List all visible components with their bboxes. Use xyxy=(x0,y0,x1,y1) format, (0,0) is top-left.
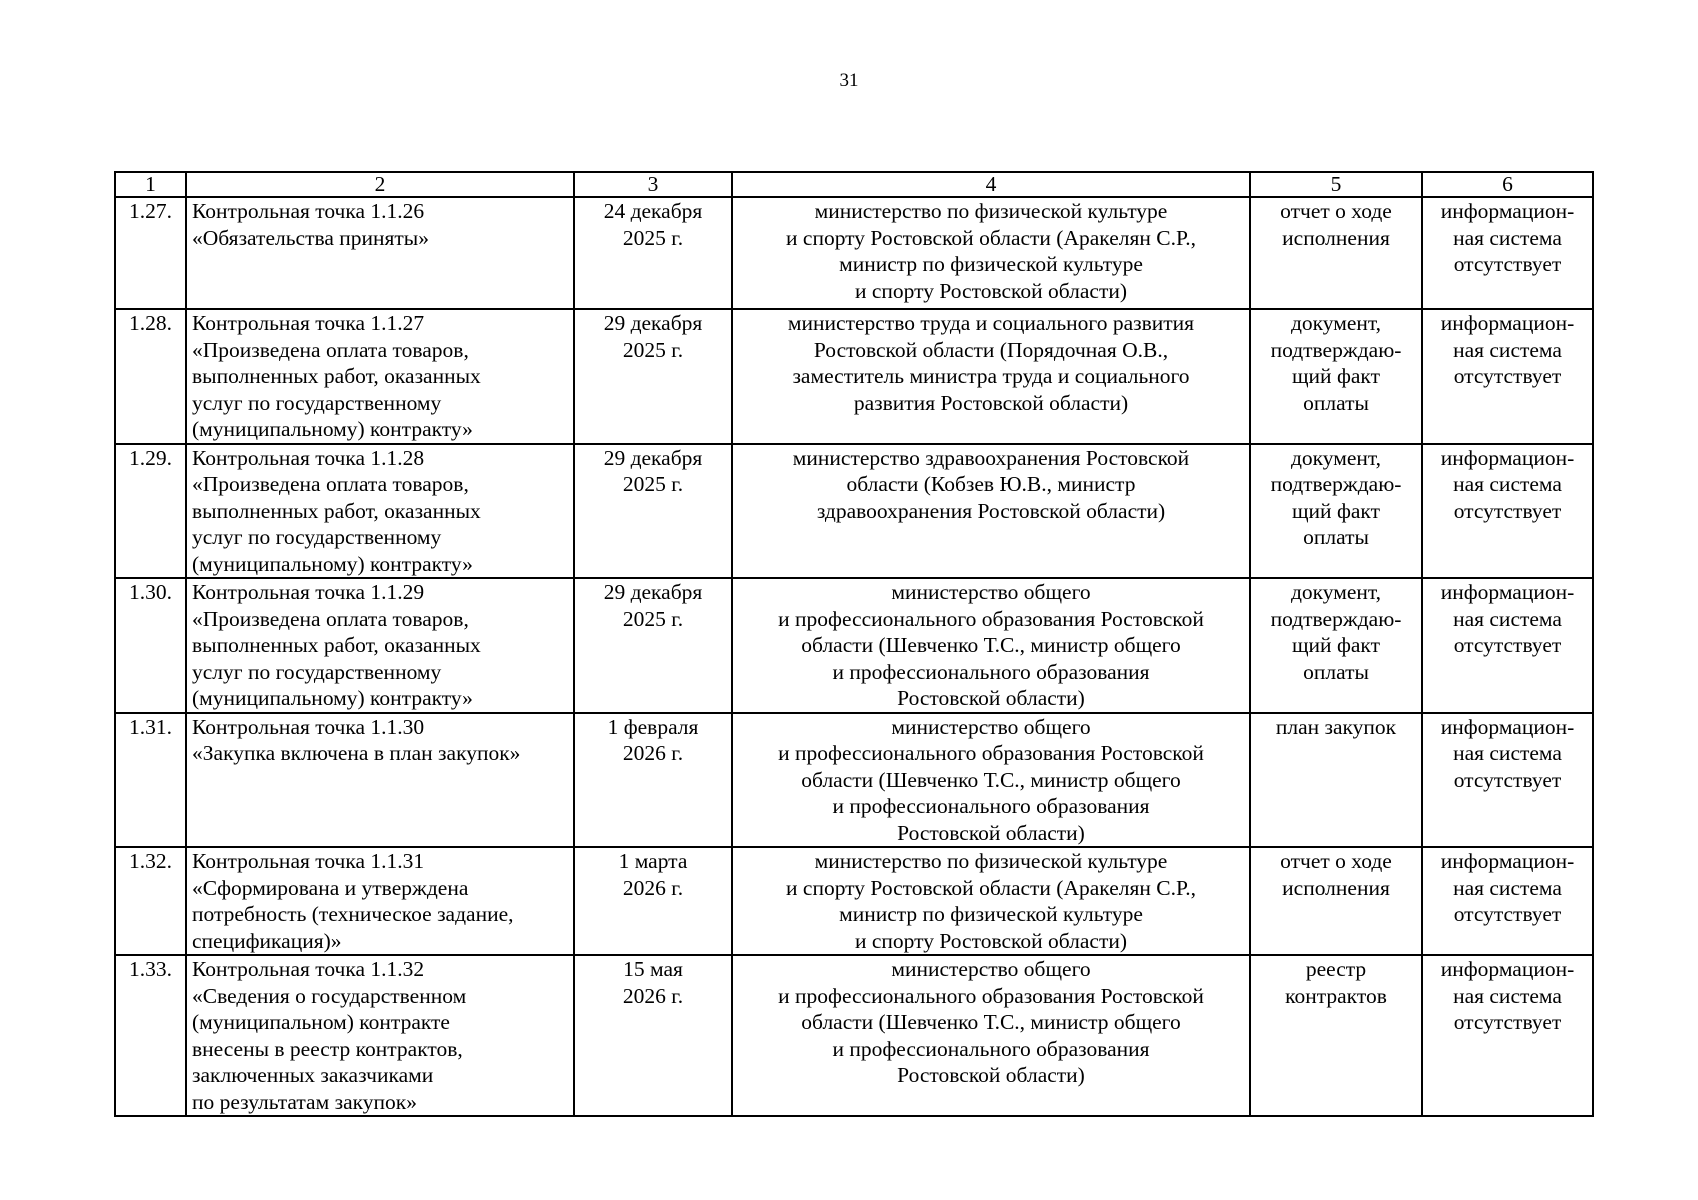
control-point-name: Контрольная точка 1.1.28 «Произведена оплата товаров, выполненных работ, оказанных услуг по государственному (муниципальному) контракту» xyxy=(186,444,574,579)
table-row xyxy=(115,955,1593,1116)
table-header-row xyxy=(115,172,1593,197)
due-date: 29 декабря 2025 г. xyxy=(574,309,732,444)
column-header-5: 5 xyxy=(1250,172,1422,197)
responsible-party: министерство общего и профессионального образования Ростовской области (Шевченко Т.С., министр общего и профессионального образования Ростовской области) xyxy=(732,578,1250,713)
information-system: информацион- ная система отсутствует xyxy=(1422,713,1593,848)
column-header-6: 6 xyxy=(1422,172,1593,197)
responsible-party: министерство по физической культуре и спорту Ростовской области (Аракелян С.Р., министр по физической культуре и спорту Ростовской области) xyxy=(732,197,1250,309)
due-date: 29 декабря 2025 г. xyxy=(574,578,732,713)
row-number: 1.32. xyxy=(115,847,186,955)
due-date: 15 мая 2026 г. xyxy=(574,955,732,1116)
confirming-document: отчет о ходе исполнения xyxy=(1250,197,1422,309)
row-number: 1.28. xyxy=(115,309,186,444)
due-date: 24 декабря 2025 г. xyxy=(574,197,732,309)
control-points-table xyxy=(114,171,1594,1117)
table-row xyxy=(115,847,1593,955)
information-system: информацион- ная система отсутствует xyxy=(1422,309,1593,444)
table-row xyxy=(115,309,1593,444)
column-header-2: 2 xyxy=(186,172,574,197)
row-number: 1.31. xyxy=(115,713,186,848)
information-system: информацион- ная система отсутствует xyxy=(1422,197,1593,309)
table-row xyxy=(115,713,1593,848)
information-system: информацион- ная система отсутствует xyxy=(1422,444,1593,579)
row-number: 1.29. xyxy=(115,444,186,579)
information-system: информацион- ная система отсутствует xyxy=(1422,847,1593,955)
responsible-party: министерство общего и профессионального образования Ростовской области (Шевченко Т.С., министр общего и профессионального образования Ростовской области) xyxy=(732,955,1250,1116)
information-system: информацион- ная система отсутствует xyxy=(1422,578,1593,713)
control-point-name: Контрольная точка 1.1.26 «Обязательства приняты» xyxy=(186,197,574,309)
column-header-1: 1 xyxy=(115,172,186,197)
responsible-party: министерство общего и профессионального образования Ростовской области (Шевченко Т.С., министр общего и профессионального образования Ростовской области) xyxy=(732,713,1250,848)
table-row xyxy=(115,197,1593,309)
row-number: 1.27. xyxy=(115,197,186,309)
table-row xyxy=(115,444,1593,579)
confirming-document: документ, подтверждаю- щий факт оплаты xyxy=(1250,309,1422,444)
due-date: 1 февраля 2026 г. xyxy=(574,713,732,848)
control-point-name: Контрольная точка 1.1.27 «Произведена оплата товаров, выполненных работ, оказанных услуг по государственному (муниципальному) контракту» xyxy=(186,309,574,444)
confirming-document: документ, подтверждаю- щий факт оплаты xyxy=(1250,444,1422,579)
control-point-name: Контрольная точка 1.1.30 «Закупка включена в план закупок» xyxy=(186,713,574,848)
responsible-party: министерство здравоохранения Ростовской области (Кобзев Ю.В., министр здравоохранения Ростовской области) xyxy=(732,444,1250,579)
responsible-party: министерство труда и социального развития Ростовской области (Порядочная О.В., заместитель министра труда и социального развития Ростовской области) xyxy=(732,309,1250,444)
table-row xyxy=(115,578,1593,713)
row-number: 1.33. xyxy=(115,955,186,1116)
control-point-name: Контрольная точка 1.1.32 «Сведения о государственном (муниципальном) контракте внесены в реестр контрактов, заключенных заказчиками по результатам закупок» xyxy=(186,955,574,1116)
due-date: 1 марта 2026 г. xyxy=(574,847,732,955)
column-header-4: 4 xyxy=(732,172,1250,197)
information-system: информацион- ная система отсутствует xyxy=(1422,955,1593,1116)
confirming-document: план закупок xyxy=(1250,713,1422,848)
confirming-document: документ, подтверждаю- щий факт оплаты xyxy=(1250,578,1422,713)
due-date: 29 декабря 2025 г. xyxy=(574,444,732,579)
confirming-document: отчет о ходе исполнения xyxy=(1250,847,1422,955)
responsible-party: министерство по физической культуре и спорту Ростовской области (Аракелян С.Р., министр по физической культуре и спорту Ростовской области) xyxy=(732,847,1250,955)
control-point-name: Контрольная точка 1.1.29 «Произведена оплата товаров, выполненных работ, оказанных услуг по государственному (муниципальному) контракту» xyxy=(186,578,574,713)
row-number: 1.30. xyxy=(115,578,186,713)
confirming-document: реестр контрактов xyxy=(1250,955,1422,1116)
control-point-name: Контрольная точка 1.1.31 «Сформирована и утверждена потребность (техническое задание, спецификация)» xyxy=(186,847,574,955)
column-header-3: 3 xyxy=(574,172,732,197)
page-number: 31 xyxy=(839,70,859,91)
